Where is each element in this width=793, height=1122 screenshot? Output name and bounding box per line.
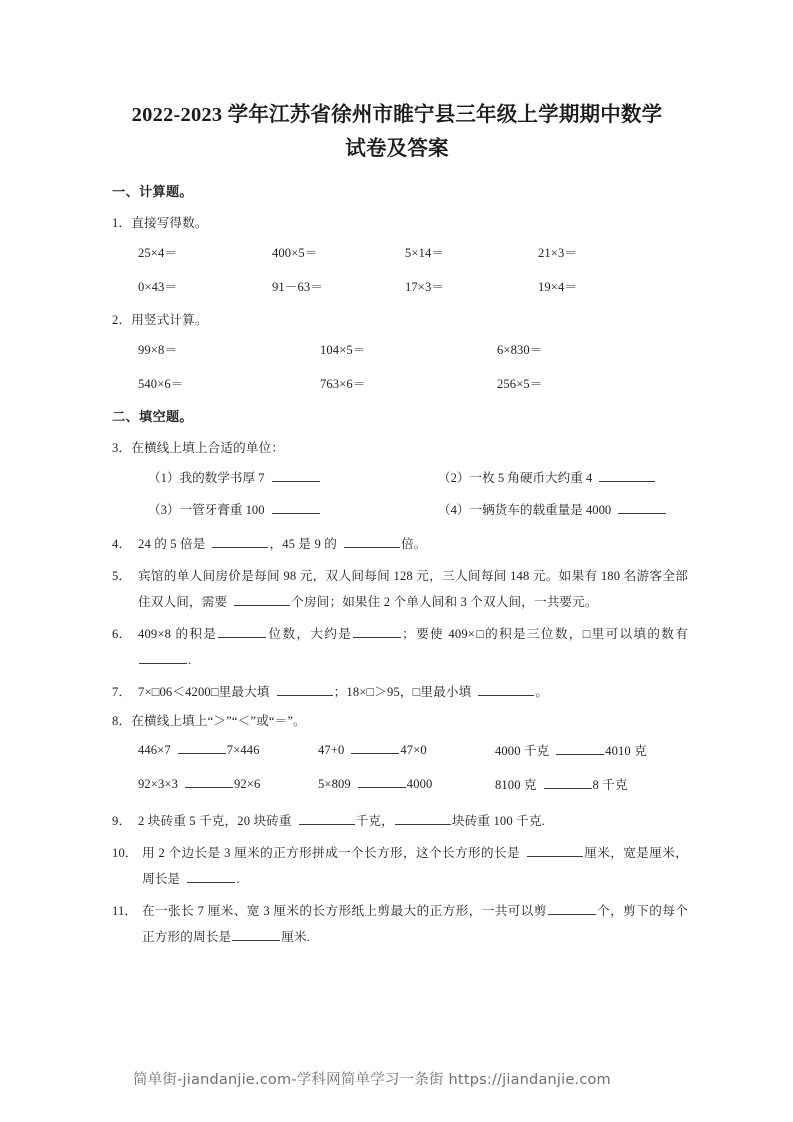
calc-item: 21×3＝ — [538, 246, 578, 260]
calc-item: 99×8＝ — [138, 343, 178, 357]
calc-item: 6×830＝ — [497, 343, 543, 357]
question-2-prompt — [112, 310, 688, 330]
answer-blank[interactable] — [272, 468, 320, 482]
compare-right: 4010 克 — [605, 744, 647, 758]
question-6-text-c: ；要使 409×□的积是三位数，□里可以填的数有 — [402, 627, 688, 641]
compare-item — [138, 774, 260, 792]
footer-watermark: 简单街-jiandanjie.com-学科网简单学习一条街 https://jiandanjie.com — [133, 1072, 611, 1088]
question-10-number: 10． — [112, 846, 138, 860]
question-2-text: 用竖式计算。 — [131, 313, 208, 327]
question-5 — [112, 563, 688, 615]
question-2-number: 2． — [112, 313, 132, 327]
compare-right: 4000 — [406, 777, 433, 791]
question-5-text-c: 元。 — [572, 595, 598, 609]
question-6-text-d: . — [188, 653, 192, 667]
question-11-text-c: 厘米. — [281, 930, 311, 944]
question-8-row-1 — [138, 740, 688, 774]
answer-blank[interactable] — [139, 650, 187, 664]
question-6-number: 6． — [112, 627, 132, 641]
question-4-number: 4． — [112, 537, 132, 551]
page-title-line-1: 2022-2023 学年江苏省徐州市睢宁县三年级上学期期中数学 — [131, 104, 663, 126]
question-3-subitem-3 — [148, 499, 321, 518]
question-7-number: 7． — [112, 685, 132, 699]
calc-item: 5×14＝ — [405, 246, 445, 260]
compare-left: 8100 克 — [495, 778, 537, 792]
question-9 — [112, 808, 688, 834]
calc-item: 25×4＝ — [138, 246, 178, 260]
answer-blank[interactable] — [358, 774, 406, 788]
question-7 — [112, 679, 688, 705]
calc-item: 763×6＝ — [320, 377, 366, 391]
subitem-text: （3）一管牙膏重 100 — [148, 503, 265, 517]
calc-item: 91－63＝ — [272, 280, 323, 294]
calc-item: 256×5＝ — [497, 377, 543, 391]
answer-blank[interactable] — [344, 534, 400, 548]
question-11-text-a: 在一张长 7 厘米、宽 3 厘米的长方形纸上剪最大的正方形，一共可以剪 — [142, 904, 547, 918]
question-9-number: 9． — [112, 814, 132, 828]
calc-item: 19×4＝ — [538, 280, 578, 294]
answer-blank[interactable] — [599, 468, 655, 482]
subitem-text: （4）一辆货车的载重量是 4000 — [438, 503, 612, 517]
answer-blank[interactable] — [277, 682, 333, 696]
answer-blank[interactable] — [218, 624, 266, 638]
question-5-text-a: 宾馆的单人间房价是每间 98 元，双人间每间 128 元，三人间每间 148 元。如果有 180 名游客全部住双人间，需要 — [138, 569, 688, 609]
question-9-text-a: 2 块砖重 5 千克，20 块砖重 — [138, 814, 292, 828]
calc-item: 104×5＝ — [320, 343, 366, 357]
exam-content — [112, 182, 688, 956]
compare-left: 5×809 — [318, 777, 351, 791]
answer-blank[interactable] — [544, 775, 592, 789]
question-1-row-1 — [138, 242, 688, 276]
question-8-row-2 — [138, 774, 688, 808]
question-1-text: 直接写得数。 — [131, 216, 208, 230]
question-1-prompt — [112, 213, 688, 233]
answer-blank[interactable] — [212, 534, 268, 548]
question-4-text-b: ，45 是 9 的 — [269, 537, 337, 551]
question-10-text-a: 用 2 个边长是 3 厘米的正方形拼成一个长方形，这个长方形的长是 — [142, 846, 521, 860]
question-2-row-1 — [138, 339, 688, 373]
compare-item — [138, 740, 260, 758]
subitem-text: （2）一枚 5 角硬币大约重 4 — [438, 471, 593, 485]
calc-item: 400×5＝ — [272, 246, 318, 260]
question-8-number: 8． — [112, 714, 132, 728]
calc-item: 0×43＝ — [138, 280, 178, 294]
answer-blank[interactable] — [395, 811, 451, 825]
answer-blank[interactable] — [187, 869, 235, 883]
compare-item — [495, 740, 647, 759]
question-3-text: 在横线上填上合适的单位： — [131, 441, 285, 455]
answer-blank[interactable] — [548, 901, 596, 915]
compare-left: 4000 千克 — [495, 744, 550, 758]
question-5-text-b: 个房间；如果住 2 个单人间和 3 个双人间，一共要 — [291, 595, 573, 609]
answer-blank[interactable] — [353, 624, 401, 638]
calc-item: 17×3＝ — [405, 280, 445, 294]
answer-blank[interactable] — [299, 811, 355, 825]
question-3-prompt — [112, 438, 688, 458]
question-3-subitem-2 — [438, 467, 656, 486]
calc-item: 540×6＝ — [138, 377, 184, 391]
question-6 — [112, 621, 688, 673]
question-11-number: 11． — [112, 904, 138, 918]
question-6-text-a: 409×8 的积是 — [138, 627, 218, 641]
compare-right: 7×446 — [226, 743, 260, 757]
question-8-prompt — [112, 711, 688, 731]
page-title-line-2: 试卷及答案 — [345, 138, 449, 160]
question-7-text-c: 。 — [535, 685, 549, 699]
question-10-text-b: 厘米，宽是厘米，周长是 — [142, 846, 689, 886]
question-10-text-c: . — [236, 872, 240, 886]
question-6-text-b: 位数，大约是 — [267, 627, 353, 641]
compare-left: 446×7 — [138, 743, 171, 757]
question-9-text-b: 千克， — [355, 814, 394, 828]
question-3-subitem-1 — [148, 467, 321, 486]
compare-right: 92×6 — [234, 777, 261, 791]
question-5-number: 5． — [112, 569, 132, 583]
question-2-row-2 — [138, 373, 688, 407]
compare-left: 47+0 — [318, 743, 345, 757]
compare-item — [318, 774, 432, 792]
answer-blank[interactable] — [618, 500, 666, 514]
question-10 — [112, 840, 688, 892]
answer-blank[interactable] — [234, 592, 290, 606]
answer-blank[interactable] — [185, 774, 233, 788]
answer-blank[interactable] — [478, 682, 534, 696]
question-11 — [112, 898, 688, 950]
answer-blank[interactable] — [527, 843, 583, 857]
compare-left: 92×3×3 — [138, 777, 178, 791]
question-4 — [112, 531, 688, 557]
section-heading-calculation: 一、计算题。 — [112, 184, 193, 199]
question-3-row-1 — [138, 467, 688, 499]
page-title — [108, 98, 686, 166]
question-8-text: 在横线上填上“＞”“＜”或“＝”。 — [131, 714, 306, 728]
question-9-text-c: 块砖重 100 千克. — [451, 814, 545, 828]
answer-blank[interactable] — [556, 741, 604, 755]
question-3-number: 3． — [112, 441, 132, 455]
question-7-text-b: ；18×□＞95，□里最小填 — [333, 685, 472, 699]
question-4-text-a: 24 的 5 倍是 — [138, 537, 206, 551]
question-1-number: 1． — [112, 216, 132, 230]
answer-blank[interactable] — [351, 740, 399, 754]
question-4-text-c: 倍。 — [400, 537, 427, 551]
answer-blank[interactable] — [178, 740, 226, 754]
answer-blank[interactable] — [272, 500, 320, 514]
compare-item — [495, 774, 628, 793]
compare-item — [318, 740, 427, 758]
question-3-row-2 — [138, 499, 688, 531]
question-1-row-2 — [138, 276, 688, 310]
answer-blank[interactable] — [232, 927, 280, 941]
compare-right: 47×0 — [400, 743, 427, 757]
section-heading-fill-in-blank: 二、填空题。 — [112, 409, 193, 424]
question-11-text-b: 个，剪下的每个正方形的周长是 — [142, 904, 688, 944]
question-7-text-a: 7×□06＜4200□里最大填 — [138, 685, 270, 699]
question-3-subitem-4 — [438, 499, 667, 518]
subitem-text: （1）我的数学书厚 7 — [148, 471, 265, 485]
compare-right: 8 千克 — [592, 778, 628, 792]
